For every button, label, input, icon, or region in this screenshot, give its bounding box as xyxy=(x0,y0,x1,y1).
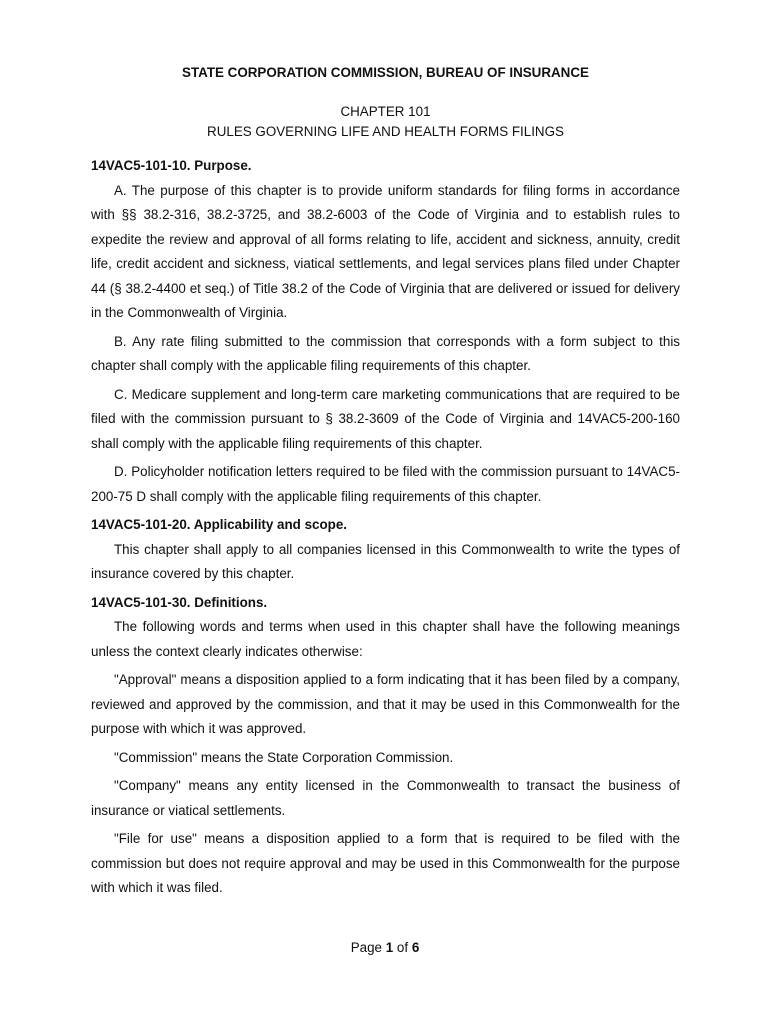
page-current: 1 xyxy=(385,940,394,955)
document-title: STATE CORPORATION COMMISSION, BUREAU OF INSURANCE xyxy=(182,65,589,80)
purpose-paragraph-a: A. The purpose of this chapter is to provide uniform standards for filing forms in accordance with §§ 38.2-316, 38.2-3725, and 38.2-6003 of the Code of Virginia and to establish rules to expedite the review and approval of all forms relating to life, accident and sickness, annuity, credit life, credit accident and sickness, viatical settlements, and legal services plans filed under Chapter 44 (§ 38.2-4400 et seq.) of Title 38.2 of the Code of Virginia that are delivered or issued for delivery in the Commonwealth of Virginia. xyxy=(91,182,680,320)
definition-file-for-use: "File for use" means a disposition applied to a form that is required to be filed with the commission but does not require approval and may be used in this Commonwealth for the purpose with which it was filed. xyxy=(91,831,680,895)
definition-commission: "Commission" means the State Corporation Commission. xyxy=(114,749,454,765)
page-label: Page xyxy=(350,940,382,955)
section-heading-purpose: 14VAC5-101-10. Purpose. xyxy=(91,158,252,173)
definitions-intro: The following words and terms when used in this chapter shall have the following meanings unless the context clearly indicates otherwise: xyxy=(91,619,680,659)
section-heading-applicability: 14VAC5-101-20. Applicability and scope. xyxy=(91,517,347,532)
purpose-paragraph-d: D. Policyholder notification letters required to be filed with the commission pursuant to 14VAC5-200-75 D shall comply with the applicable filing requirements of this chapter. xyxy=(91,464,680,504)
page-footer xyxy=(0,940,770,955)
page-total: 6 xyxy=(411,940,420,955)
page-of: of xyxy=(396,940,409,955)
chapter-number: CHAPTER 101 xyxy=(340,104,431,119)
chapter-title: RULES GOVERNING LIFE AND HEALTH FORMS FILINGS xyxy=(207,124,564,139)
purpose-paragraph-b: B. Any rate filing submitted to the commission that corresponds with a form subject to this chapter shall comply with the applicable filing requirements of this chapter. xyxy=(91,333,680,373)
document-page xyxy=(91,64,680,905)
definition-company: "Company" means any entity licensed in the Commonwealth to transact the business of insurance or viatical settlements. xyxy=(91,778,680,818)
section-heading-definitions: 14VAC5-101-30. Definitions. xyxy=(91,594,268,610)
purpose-paragraph-c: C. Medicare supplement and long-term care marketing communications that are required to be filed with the commission pursuant to § 38.2-3609 of the Code of Virginia and 14VAC5-200-160 shall comply with the applicable filing requirements of this chapter. xyxy=(91,386,680,451)
definition-approval: "Approval" means a disposition applied to a form indicating that it has been filed by a company, reviewed and approved by the commission, and that it may be used in this Commonwealth for the purpose with which it was approved. xyxy=(91,672,680,736)
applicability-paragraph: This chapter shall apply to all companies licensed in this Commonwealth to write the types of insurance covered by this chapter. xyxy=(91,541,680,581)
